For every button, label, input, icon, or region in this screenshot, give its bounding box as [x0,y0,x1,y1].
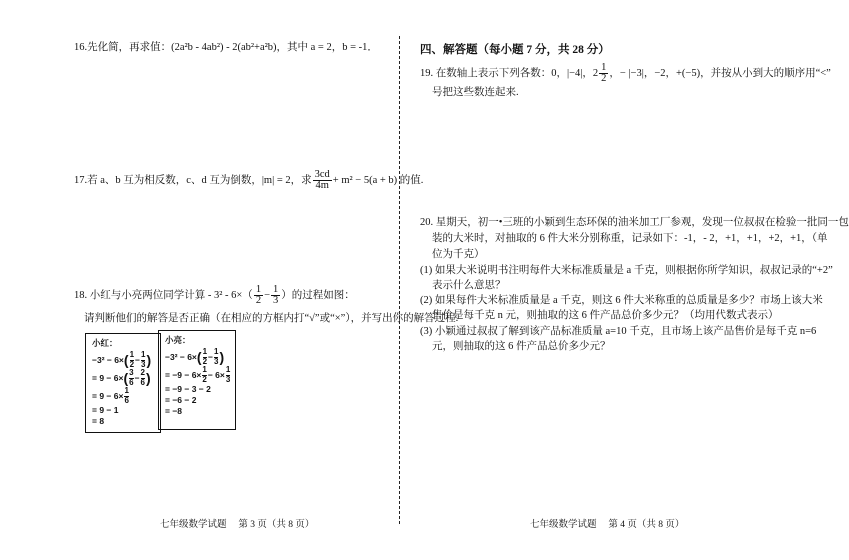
question-20-part-3a: (3) 小颖通过叔叔了解到该产品标准质量 a=10 千克，且市场上该产品售价是每千克 n=6 [420,326,817,337]
question-20-part-1b: 表示什么意思？ [432,280,506,291]
xl-l1-f1n: 1 [202,347,208,356]
question-20-part-2a: (2) 如果每件大米标准质量是 a 千克，则这 6 件大米称重的总质量是多少？市场上该大米 [420,295,823,306]
q17-fraction [313,170,332,191]
xiaohong-solution-box [85,333,161,433]
xh-l3-fd: 6 [124,395,129,405]
q18-text-b: ）的过程如图： [281,289,355,301]
q17-numerator: 3cd [314,169,330,180]
q18-minus: − [264,289,270,301]
xh-l2-f1n: 3 [129,368,134,377]
question-19 [420,63,831,84]
q18-f1-den: 2 [255,295,262,306]
xiaoliang-line-2 [165,366,229,384]
xl-l1-mid: − [208,351,213,362]
right-page-footer: 七年级数学试题 第 4 页（共 8 页） [530,520,685,530]
xh-l1-f1n: 1 [129,350,135,359]
xl-l2-mid: − 6× [207,369,225,380]
question-16: 16.先化简，再求值：(2a²b - 4ab²) - 2(ab²+a²b)，其中 a = 2，b = -1． [74,42,378,53]
left-page-footer: 七年级数学试题 第 3 页（共 8 页） [160,520,315,530]
right-page [403,0,849,560]
xiaohong-line-4: = 9 − 1 [92,405,119,415]
xl-l2-pre: = −9 − 6× [165,369,202,380]
xiaoliang-title: 小亮： [165,335,191,345]
q19-fraction [599,63,608,84]
q18-text-a: 18. 小红与小亮两位同学计算 - 3² - 6×（ [74,289,253,301]
xiaohong-line-5: = 8 [92,416,105,426]
q19-text-a: 19. 在数轴上表示下列各数：0，|−4|，2 [420,67,599,79]
question-18 [74,285,355,306]
xh-l1-f2d: 3 [141,359,146,369]
q18-f2-num: 1 [272,284,279,295]
q17-text-b: + m² − 5(a + b) 的值. [332,174,424,186]
question-20-line-3: 位为千克） [432,249,485,260]
q18-fraction-2 [271,285,280,306]
xh-l1-f1d: 2 [129,359,135,369]
question-17 [74,170,423,191]
xiaohong-line-3 [92,387,154,405]
q19-den: 2 [601,73,607,84]
xl-l1-f2n: 1 [214,347,219,356]
q18-fraction-1 [254,285,263,306]
xh-l2-f2n: 2 [140,368,145,377]
xh-l1-mid: − [135,354,140,365]
xh-l2-f2d: 6 [140,377,145,387]
xiaohong-title: 小红： [92,338,118,348]
question-20-part-3b: 元，则抽取的这 6 件产品总价多少元？ [432,341,611,352]
xiaohong-line-1: −3² − 6× ( 1 2 − $\frac{1}{3}$ ) [92,350,152,369]
xh-l3-pre: = 9 − 6× [92,390,124,401]
question-20-line-1: 20. 星期天，初一•三班的小颖到生态环保的油米加工厂参观，发现一位叔叔在检验一批同一包 [420,217,849,228]
q19-text-b: ，− |−3|，−2，+(−5)，并按从小到大的顺序用“<” [609,67,831,79]
xl-l1-f1d: 2 [202,356,208,366]
xh-l1-f2n: 1 [141,350,146,359]
page-divider [399,36,400,524]
xl-l2-f2n: 1 [225,365,231,374]
q18-f2-den: 3 [272,295,279,306]
question-18-instructions: 请判断他们的解答是否正确（在相应的方框内打“√”或“×”），并写出你的解答过程. [84,313,459,324]
question-20-part-2b: 售价是每千克 n 元，则抽取的这 6 件产品总价多少元？（均用代数式表示） [432,310,779,321]
question-20-part-1a: (1) 如果大米说明书注明每件大米标准质量是 a 千克，则根据你所学知识，叔叔记录的“+2” [420,265,833,276]
xiaoliang-line-3: = −9 − 3 − 2 [165,384,211,394]
xl-l1-f2d: 3 [214,356,219,366]
xiaoliang-line-4: = −6 − 2 [165,395,197,405]
xiaoliang-line-1: −3² − 6× ( 1 2 − $\frac{1}{3}$ ) [165,347,225,366]
q17-text-a: 17.若 a、b 互为相反数，c、d 互为倒数，|m| = 2，求 [74,174,312,186]
question-20-line-2: 装的大米时，对抽取的 6 件大米分别称重，记录如下：-1，- 2，+1，+1，+2，+1，（单 [432,233,828,244]
xiaohong-line-2: = 9 − 6× ( 3 6 − $\frac{2}{6}$ ) [92,368,151,387]
xl-l1-pre: −3² − 6× [165,351,197,362]
xl-l2-f2d: 3 [225,374,231,384]
xiaoliang-solution-box [158,330,236,430]
xh-l2-mid: − [134,372,140,383]
question-19-line-2: 号把这些数连起来. [432,87,519,98]
q17-denominator: 4m [315,180,329,191]
xh-l2-pre: = 9 − 6× [92,372,124,383]
xh-l3-fn: 1 [124,386,129,395]
xl-l2-f1n: 1 [202,365,207,374]
xh-l1-pre: −3² − 6× [92,354,124,365]
q19-num: 1 [601,62,607,73]
xl-l2-f1d: 2 [202,374,207,384]
q18-f1-num: 1 [255,284,262,295]
section-heading: 四、解答题（每小题 7 分，共 28 分） [420,44,610,56]
xiaoliang-line-5: = −8 [165,406,183,416]
xh-l2-f1d: 6 [129,377,134,387]
